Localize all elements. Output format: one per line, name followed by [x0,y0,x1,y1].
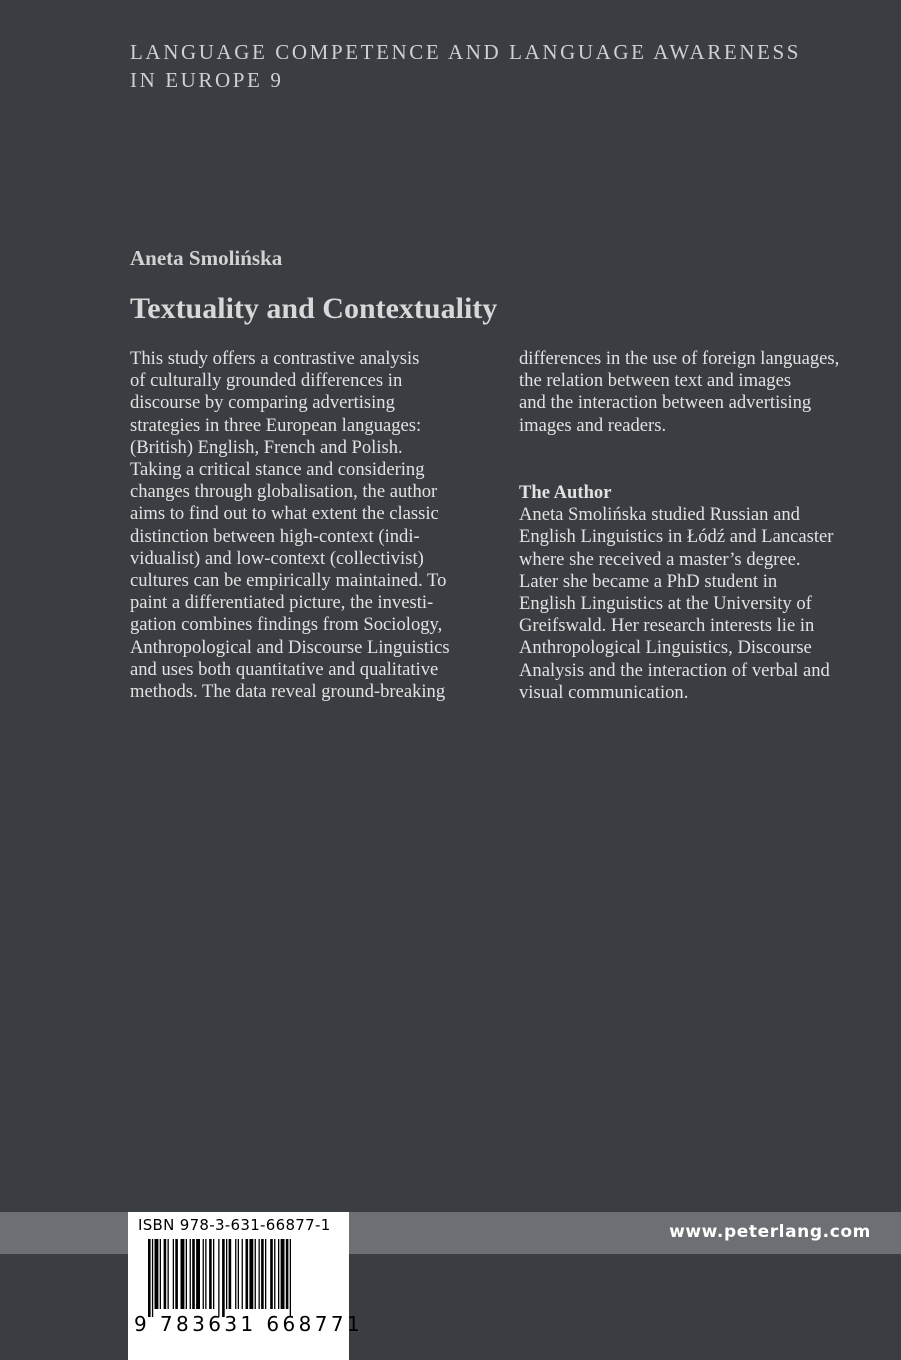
barcode-bar [270,1239,273,1309]
about-author-line: English Linguistics in Łódź and Lancaster [519,526,834,548]
barcode-bar [278,1239,279,1309]
barcode-bar [160,1239,161,1309]
blurb-line: vidualist) and low-context (collectivist) [130,547,424,569]
blurb-line: distinction between high-context (indi- [130,525,420,547]
barcode-bar [238,1239,239,1309]
barcode-bar [255,1239,256,1309]
publisher-website: www.peterlang.com [669,1222,871,1242]
barcode-bar [249,1239,253,1309]
barcode-bar [168,1239,169,1309]
barcode-bar [218,1239,219,1317]
blurb-line: Taking a critical stance and considering [130,459,425,481]
barcode-bar [181,1239,185,1309]
blurb-line: This study offers a contrastive analysis [130,348,420,369]
barcode-bar [259,1239,260,1309]
blurb-line: images and readers. [519,414,667,436]
book-title: Textuality and Contextuality [130,292,498,325]
barcode-bar [242,1239,243,1309]
isbn-number: ISBN 978-3-631-66877-1 [138,1216,331,1234]
barcode-bar [173,1239,174,1309]
series-title [130,38,850,94]
barcode-bar [226,1239,227,1309]
barcode-bar [246,1239,249,1309]
blurb-line: cultures can be empirically maintained. To [130,570,447,592]
author-name: Aneta Smolińska [130,246,283,270]
barcode-bar [152,1239,153,1317]
about-author-line: English Linguistics at the University of [519,593,812,615]
barcode-bar [192,1239,195,1309]
about-author-line: Greifswald. Her research interests lie in [519,615,815,637]
blurb-line: and the interaction between advertising [519,392,812,414]
blurb-left-column [130,348,490,703]
blurb-line: methods. The data reveal ground-breaking [130,681,446,703]
barcode-bar [148,1239,151,1317]
blurb-line: differences in the use of foreign languages, [519,348,840,369]
barcode-bar [222,1239,225,1317]
barcode-bar [203,1239,204,1309]
about-author-line: Aneta Smolińska studied Russian and [519,504,800,526]
barcode-bar [164,1239,167,1309]
barcode-bar [175,1239,178,1309]
barcode-bar [209,1239,212,1309]
blurb-line: paint a differentiated picture, the investi- [130,592,434,614]
blurb-line: discourse by comparing advertising [130,392,395,414]
about-author [519,482,889,704]
barcode-bar [265,1239,266,1309]
about-author-heading: The Author [519,482,612,503]
blurb-line: changes through globalisation, the author [130,481,438,503]
about-author-line: Anthropological Linguistics, Discourse [519,637,812,659]
barcode-bar [190,1239,191,1309]
barcode-bar [235,1239,236,1309]
barcode-bar [290,1239,291,1317]
barcode-bar [274,1239,275,1309]
blurb-line: gation combines findings from Sociology, [130,614,443,636]
blurb-line: strategies in three European languages: [130,414,422,436]
series-title-line-1: LANGUAGE COMPETENCE AND LANGUAGE AWARENESS [130,40,802,64]
series-title-line-2: IN EUROPE 9 [130,68,284,92]
blurb-line: Anthropological and Discourse Linguistics [130,636,450,658]
barcode-bar [229,1239,232,1309]
barcode-bar [261,1239,264,1309]
blurb-line: of culturally grounded differences in [130,370,403,392]
barcode-bar [186,1239,187,1309]
barcode-bars [148,1239,338,1317]
barcode-bar [213,1239,214,1309]
isbn-barcode [128,1212,364,1360]
barcode-bar [281,1239,285,1309]
barcode-bar [155,1239,159,1309]
blurb-line: (British) English, French and Polish. [130,436,403,458]
about-author-line: Analysis and the interaction of verbal and [519,659,830,681]
barcode-bar [205,1239,206,1309]
barcode-bar [286,1239,289,1309]
blurb-right-column [519,348,879,437]
blurb-line: and uses both quantitative and qualitative [130,658,439,680]
barcode-digits: 9 783631 668771 [134,1312,364,1336]
about-author-line: where she received a master’s degree. [519,548,801,570]
about-author-line: visual communication. [519,681,689,703]
blurb-line: aims to find out to what extent the classic [130,503,439,525]
blurb-line: the relation between text and images [519,370,792,392]
barcode-bar [196,1239,200,1309]
about-author-line: Later she became a PhD student in [519,570,778,592]
